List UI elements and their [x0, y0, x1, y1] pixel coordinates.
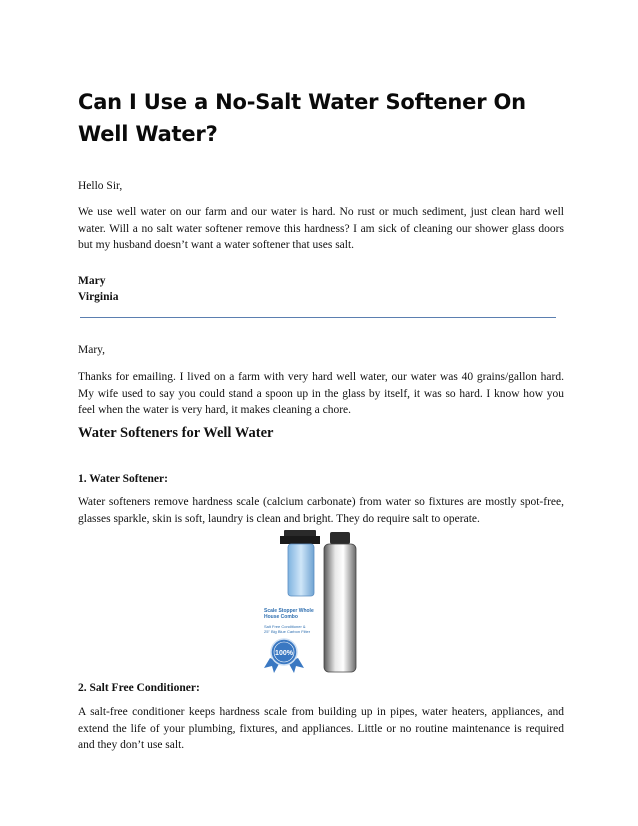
product-image: [258, 530, 378, 678]
reply-greeting: Mary,: [78, 344, 106, 356]
item1-heading: 1. Water Softener:: [78, 473, 168, 485]
section-heading: Water Softeners for Well Water: [78, 425, 274, 441]
reply-paragraph: Thanks for emailing. I lived on a farm with very hard well water, our water was 40 grains/gallon hard. My wife used to say you could stand a spoon up in the glass by itself, it was so hard. I know how you feel when the water is very hard, it makes cleaning a chore.: [78, 371, 564, 416]
badge-text: 100%: [275, 650, 293, 657]
item2-paragraph: A salt-free conditioner keeps hardness scale from building up in pipes, water heaters, appliances, and extend the life of your plumbing, fixtures, and appliances. Little or no routine maintenance is required and they don’t use salt.: [78, 706, 564, 751]
question-paragraph: We use well water on our farm and our water is hard. No rust or much sediment, just clean hard well water. Will a no salt water softener remove this hardness? I am sick of cleaning our shower glass doors but my husband doesn’t want a water softener that uses salt.: [78, 206, 564, 251]
signature-name: Mary: [78, 275, 106, 287]
product-label-line4: 25" Big Blue Carbon Filter: [264, 629, 311, 634]
product-label-line2: House Combo: [264, 614, 298, 620]
divider: [80, 317, 556, 318]
page-title: Can I Use a No-Salt Water Softener On Well Water?: [78, 90, 526, 146]
guarantee-badge-icon: [264, 639, 304, 673]
product-label-line3: Salt Free Conditioner &: [264, 624, 306, 629]
item1-paragraph: Water softeners remove hardness scale (calcium carbonate) from water so fixtures are mostly spot-free, glasses sparkle, skin is soft, laundry is clean and bright. They do require salt to operate.: [78, 496, 564, 525]
product-label-line1: Scale Stopper Whole: [264, 608, 314, 614]
signature-location: Virginia: [78, 291, 119, 303]
greeting: Hello Sir,: [78, 180, 123, 192]
item2-heading: 2. Salt Free Conditioner:: [78, 682, 200, 694]
